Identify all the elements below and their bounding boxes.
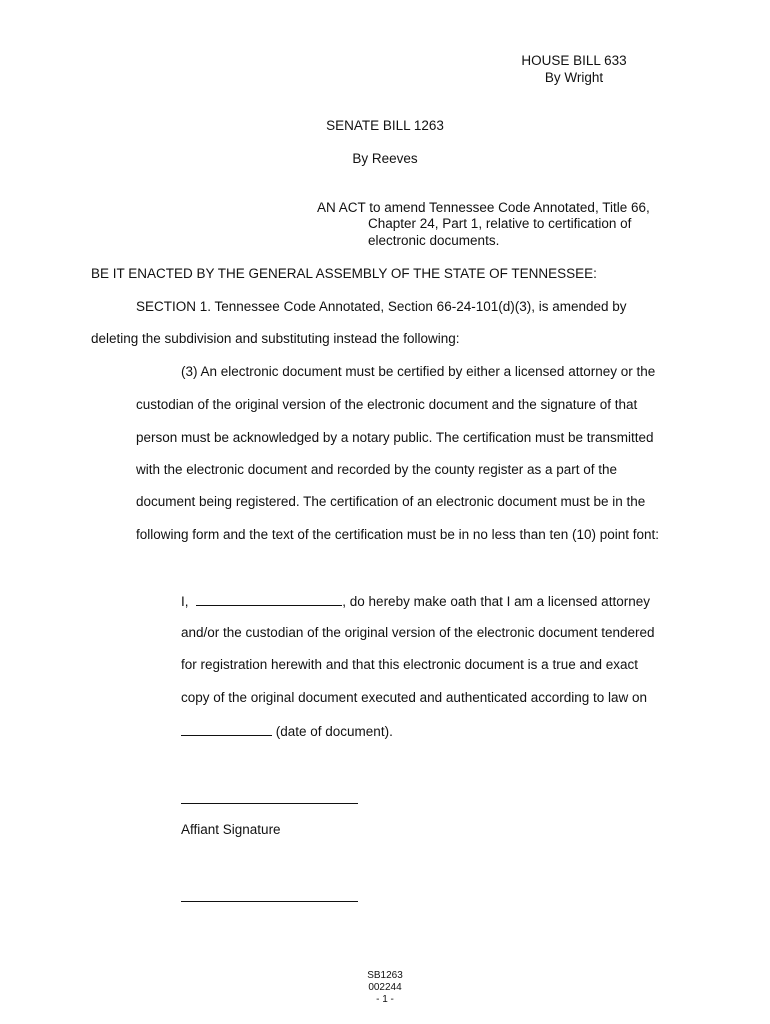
caption-line-3: electronic documents. bbox=[368, 233, 500, 248]
subdivision-line-4: with the electronic document and recorded by the county register as a part of the bbox=[136, 462, 618, 477]
form-line-2: and/or the custodian of the original version of the electronic document tendered bbox=[181, 625, 655, 640]
house-bill-number: HOUSE BILL 633 bbox=[521, 53, 627, 68]
form-line-1-prefix: I, bbox=[181, 594, 189, 609]
name-blank-line bbox=[196, 592, 342, 606]
form-line-3: for registration herewith and that this electronic document is a true and exact bbox=[181, 657, 638, 672]
form-line-5 bbox=[181, 722, 393, 739]
form-line-1 bbox=[181, 592, 650, 609]
second-signature-line bbox=[181, 901, 358, 902]
caption-line-2: Chapter 24, Part 1, relative to certification of bbox=[368, 216, 632, 231]
footer-doc-number: 002244 bbox=[368, 982, 402, 993]
affiant-signature-label: Affiant Signature bbox=[181, 822, 281, 837]
form-line-1-suffix: , do hereby make oath that I am a licensed attorney bbox=[342, 594, 650, 609]
subdivision-line-1: (3) An electronic document must be certified by either a licensed attorney or the bbox=[181, 364, 656, 379]
subdivision-line-2: custodian of the original version of the electronic document and the signature of that bbox=[136, 397, 638, 412]
form-line-4: copy of the original document executed and authenticated according to law on bbox=[181, 690, 648, 705]
affiant-signature-line bbox=[181, 803, 358, 804]
form-line-5-suffix: (date of document). bbox=[272, 724, 393, 739]
section-1-line-1: SECTION 1. Tennessee Code Annotated, Section 66-24-101(d)(3), is amended by bbox=[136, 299, 627, 314]
date-blank-line bbox=[181, 722, 272, 736]
senate-bill-number: SENATE BILL 1263 bbox=[326, 118, 444, 133]
house-bill-sponsor: By Wright bbox=[544, 70, 604, 85]
senate-bill-sponsor: By Reeves bbox=[352, 151, 418, 166]
footer-page-number: - 1 - bbox=[376, 994, 394, 1005]
subdivision-line-5: document being registered. The certification of an electronic document must be in the bbox=[136, 494, 646, 509]
footer bbox=[345, 970, 425, 1006]
subdivision-line-3: person must be acknowledged by a notary public. The certification must be transmitted bbox=[136, 430, 654, 445]
section-1-line-2: deleting the subdivision and substituting instead the following: bbox=[91, 331, 460, 346]
enacting-clause: BE IT ENACTED BY THE GENERAL ASSEMBLY OF THE STATE OF TENNESSEE: bbox=[91, 266, 597, 281]
subdivision-line-6: following form and the text of the certification must be in no less than ten (10) point font: bbox=[136, 527, 660, 542]
footer-bill-code: SB1263 bbox=[367, 970, 403, 981]
caption-line-1: AN ACT to amend Tennessee Code Annotated, Title 66, bbox=[317, 200, 650, 215]
